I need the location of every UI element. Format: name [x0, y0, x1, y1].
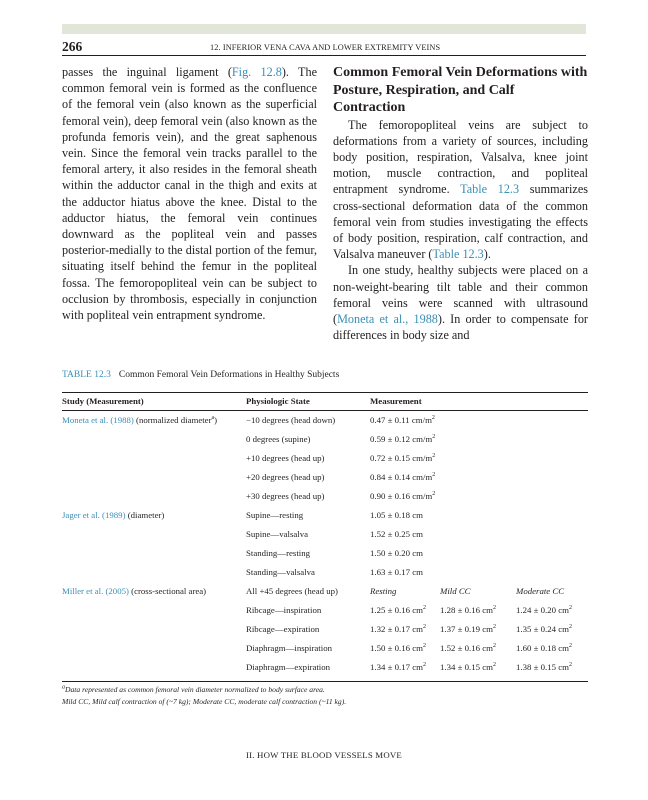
cell-measurement: 1.50 ± 0.20 cm — [370, 547, 423, 558]
table-label: TABLE 12.3 — [62, 370, 111, 380]
col-header-state: Physiologic State — [246, 396, 310, 406]
table-footnote-cc: Mild CC, Mild calf contraction of (~7 kg); Moderate CC, moderate calf contraction (~11 kg). — [62, 697, 347, 706]
cell-study — [62, 543, 246, 562]
cell-study — [62, 600, 246, 619]
table-bottom-rule — [62, 681, 588, 682]
cell-measurement: 1.37 ± 0.19 $cm^2$ — [440, 623, 496, 634]
citation-link[interactable]: Miller et al. (2005) — [62, 585, 129, 596]
cell-measurement: 1.60 ± 0.18 $cm^2$ — [516, 642, 572, 653]
table-title: Common Femoral Vein Deformations in Healthy Subjects — [118, 370, 340, 380]
right-paragraph-2: In one study, healthy subjects were placed on a non-weight-bearing tilt table and their common femoral veins were scanned with ultrasound (Moneta et al., 1988). In order to compensate for differences in body size and — [333, 263, 588, 343]
cell-study — [62, 638, 246, 657]
table-top-rule — [62, 392, 588, 393]
cell-state: Ribcage—expiration — [246, 623, 320, 634]
cell-state: Standing—valsalva — [246, 566, 315, 577]
col-header-measurement: Measurement — [370, 396, 422, 406]
cell-state: +30 degrees (head up) — [246, 490, 325, 501]
right-paragraph-1: The femoropopliteal veins are subject to deformations from a variety of sources, including body position, respiration, Valsalva, knee joint motion, muscle contraction, and popliteal entrapment syndrome. Table 12.3 summarizes cross-sectional deformation data of the common femoral vein from studies investigating the effects of body position, respiration, calf contraction, and Valsalva maneuver (Table 12.3). — [333, 117, 588, 262]
table-row — [62, 657, 588, 676]
table-row — [62, 581, 588, 600]
table-row — [62, 524, 588, 543]
cell-measurement: 1.34 ± 0.17 $cm^2$ — [370, 661, 426, 672]
cell-study — [62, 429, 246, 448]
cell-state: +20 degrees (head up) — [246, 471, 325, 482]
citation-link[interactable]: Jager et al. (1989) — [62, 509, 126, 520]
cell-state: All +45 degrees (head up) — [246, 585, 338, 596]
table-footnote-a: $^a$Data represented as common femoral vein diameter normalized to body surface area. — [62, 684, 325, 694]
cell-measurement: 1.63 ± 0.17 cm — [370, 566, 423, 577]
left-column — [62, 64, 317, 323]
cell-measurement: 1.50 ± 0.16 $cm^2$ — [370, 642, 426, 653]
table-header-row — [62, 396, 588, 410]
cell-state: Supine—valsalva — [246, 528, 309, 539]
table-row — [62, 467, 588, 486]
cell-measurement: Moderate CC — [516, 585, 565, 596]
cell-study — [62, 448, 246, 467]
left-paragraph: passes the inguinal ligament (Fig. 12.8). The common femoral vein is formed as the confluence of the femoral vein (also known as the superficial femoral vein), deep femoral vein (also known as the profunda femoris vein), and the great saphenous vein. Since the femoral vein tracks parallel to the femoral artery, it also resides in the femoral sheath within the adductor canal in the thigh and exits at the adductor hiatus above the knee. Distal to the adductor hiatus, the femoral vein continues downward as the popliteal vein and passes posterior-medially to the distal portion of the femur, situating itself behind the femur in the popliteal fossa. The femoropopliteal vein can be subject to occlusion by thrombosis, especially in conjunction with popliteal vein entrapment syndrome. — [62, 65, 317, 323]
cell-state: 0 degrees (supine) — [246, 433, 311, 444]
right-column — [333, 64, 588, 343]
cell-study: Jager et al. (1989) (diameter) — [62, 509, 165, 520]
cell-study — [62, 486, 246, 505]
table-row — [62, 600, 588, 619]
cell-measurement: 1.52 ± 0.25 cm — [370, 528, 423, 539]
cell-study — [62, 619, 246, 638]
cell-study — [62, 467, 246, 486]
table-row — [62, 543, 588, 562]
table-row — [62, 486, 588, 505]
cell-study — [62, 524, 246, 543]
cell-measurement: 1.34 ± 0.15 $cm^2$ — [440, 661, 496, 672]
table-row — [62, 638, 588, 657]
cell-measurement: 1.52 ± 0.16 $cm^2$ — [440, 642, 496, 653]
cell-state: Diaphragm—inspiration — [246, 642, 332, 653]
col-header-study: Study (Measurement) — [62, 396, 144, 406]
cell-measurement: Resting — [370, 585, 397, 596]
table-row — [62, 448, 588, 467]
cell-state: −10 degrees (head down) — [246, 414, 336, 425]
data-table — [62, 396, 588, 676]
cell-measurement: 1.24 ± 0.20 $cm^2$ — [516, 604, 572, 615]
cell-measurement: 0.59 ± 0.12 $cm/m^2$ — [370, 433, 436, 444]
cell-measurement: 1.32 ± 0.17 $cm^2$ — [370, 623, 426, 634]
page-footer: II. HOW THE BLOOD VESSELS MOVE — [245, 750, 403, 760]
cell-measurement: 0.72 ± 0.15 $cm/m^2$ — [370, 452, 436, 463]
cell-study — [62, 657, 246, 676]
table-row — [62, 505, 588, 524]
running-head: 12. INFERIOR VENA CAVA AND LOWER EXTREMITY VEINS — [210, 43, 441, 52]
cell-state: Standing—resting — [246, 547, 311, 558]
table-12-3-link[interactable]: Table 12.3 — [432, 247, 484, 262]
cell-measurement: 1.35 ± 0.24 $cm^2$ — [516, 623, 572, 634]
page-number: 266 — [62, 39, 83, 54]
cell-study — [62, 562, 246, 581]
cell-state: Ribcage—inspiration — [246, 604, 322, 615]
fig-12-8-link[interactable]: Fig. 12.8 — [231, 65, 282, 79]
moneta-1988-link[interactable]: Moneta et al., 1988 — [337, 311, 438, 326]
cell-state: +10 degrees (head up) — [246, 452, 325, 463]
cell-study: Moneta et al. (1988) (normalized diameter$^a$) — [62, 414, 218, 425]
cell-measurement: 0.90 ± 0.16 $cm/m^2$ — [370, 490, 436, 501]
cell-state: Diaphragm—expiration — [246, 661, 331, 672]
section-heading: Common Femoral Vein Deformations with Posture, Respiration, and Calf Contraction — [333, 65, 588, 115]
table-caption — [62, 370, 339, 380]
cell-state: Supine—resting — [246, 509, 304, 520]
table-row — [62, 429, 588, 448]
cell-measurement: 1.28 ± 0.16 $cm^2$ — [440, 604, 496, 615]
table-12-3-link[interactable]: Table 12.3 — [460, 182, 520, 197]
citation-link[interactable]: Moneta et al. (1988) — [62, 414, 134, 425]
cell-study: Miller et al. (2005) (cross-sectional area) — [62, 585, 207, 596]
table-row — [62, 562, 588, 581]
header-band — [62, 24, 586, 34]
cell-measurement: 1.38 ± 0.15 $cm^2$ — [516, 661, 572, 672]
header-rule — [62, 55, 586, 56]
cell-measurement: 1.25 ± 0.16 $cm^2$ — [370, 604, 426, 615]
cell-measurement: Mild CC — [440, 585, 471, 596]
cell-measurement: 0.47 ± 0.11 $cm/m^2$ — [370, 414, 435, 425]
cell-measurement: 1.05 ± 0.18 cm — [370, 509, 423, 520]
cell-measurement: 0.84 ± 0.14 $cm/m^2$ — [370, 471, 436, 482]
table-body — [62, 410, 588, 676]
table-row — [62, 410, 588, 429]
table-row — [62, 619, 588, 638]
